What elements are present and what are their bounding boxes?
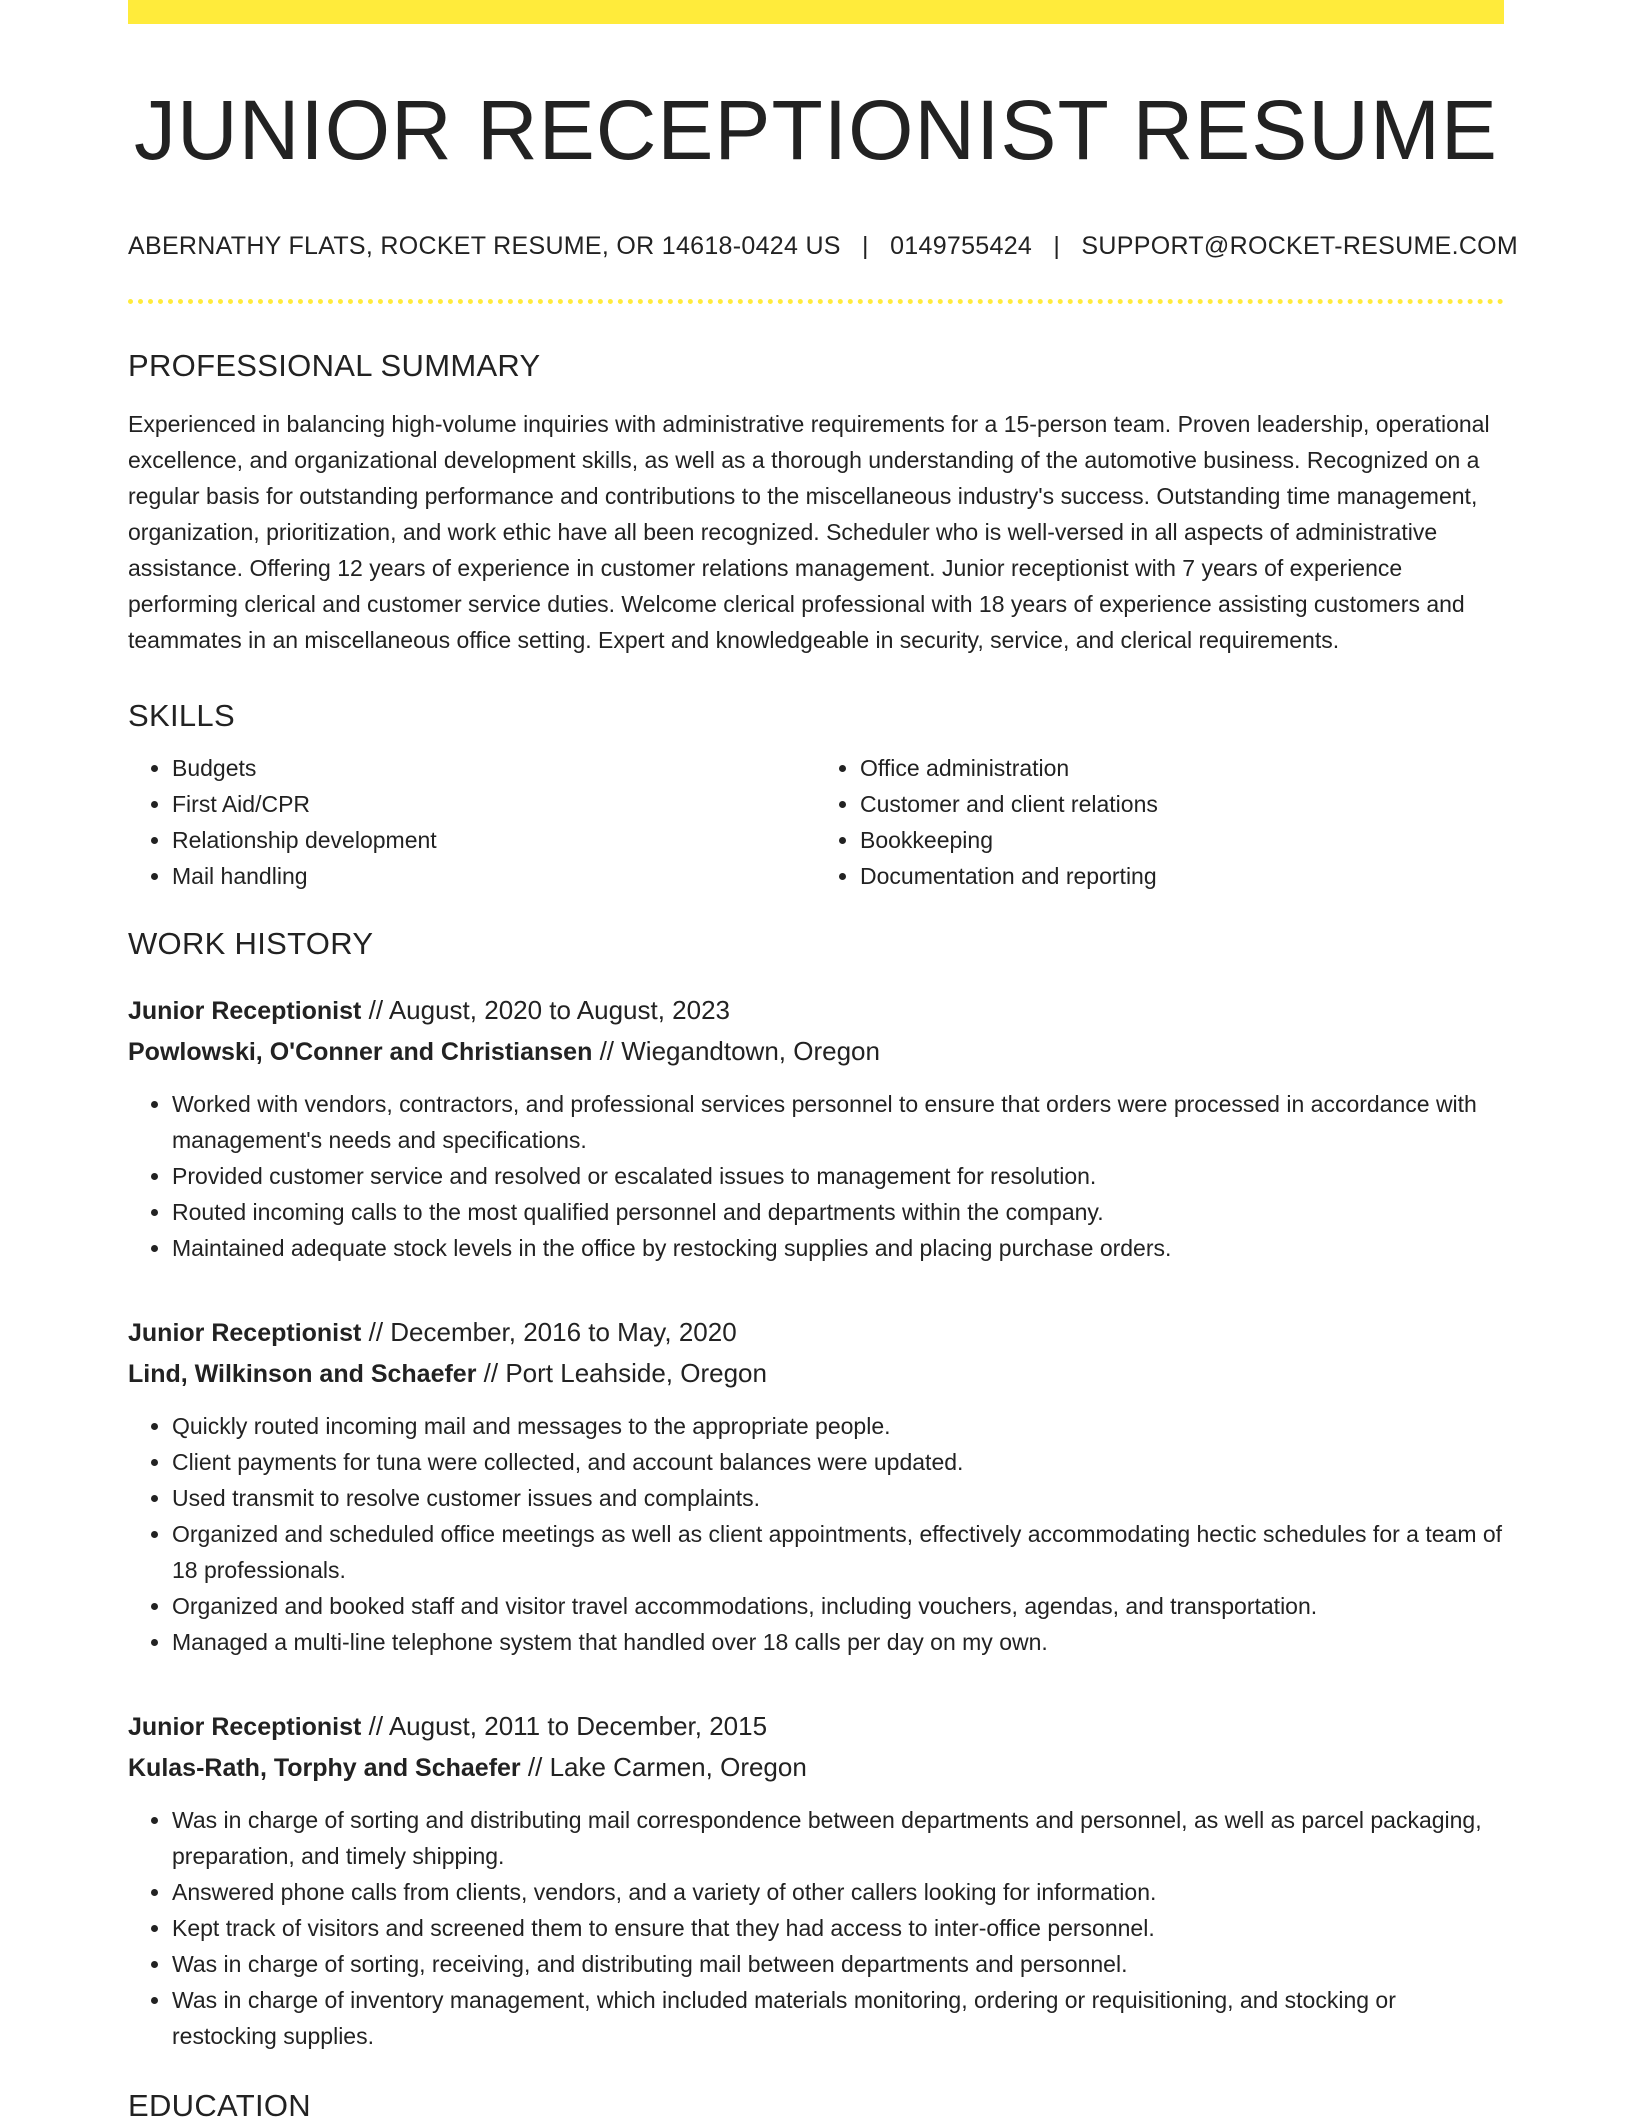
contact-separator: | — [862, 232, 869, 261]
job-bullet: • Answered phone calls from clients, vendors, and a variety of other callers looking for information. — [172, 1874, 1504, 1910]
job-bullet: • Was in charge of sorting, receiving, and distributing mail between departments and personnel. — [172, 1946, 1504, 1982]
job-bullet: • Used transmit to resolve customer issues and complaints. — [172, 1480, 1504, 1516]
job-bullet: • Managed a multi-line telephone system that handled over 18 calls per day on my own. — [172, 1624, 1504, 1660]
contact-line — [128, 232, 1519, 261]
job-dates: // December, 2016 to May, 2020 — [361, 1317, 737, 1348]
job-location: // Lake Carmen, Oregon — [520, 1752, 807, 1783]
summary-heading: PROFESSIONAL SUMMARY — [128, 348, 541, 384]
accent-bar — [128, 0, 1504, 24]
skill-item: • Customer and client relations — [860, 786, 1504, 822]
job-bullet: • Was in charge of sorting and distributing mail correspondence between departments and personnel, as well as parcel packaging, preparation, and timely shipping. — [172, 1802, 1504, 1874]
job-bullet: • Organized and scheduled office meetings as well as client appointments, effectively accommodating hectic schedules for a team of 18 professionals. — [172, 1516, 1504, 1588]
skill-item: • Office administration — [860, 750, 1504, 786]
job-entry — [128, 1706, 1504, 2054]
job-location: // Port Leahside, Oregon — [476, 1358, 767, 1389]
job-bullet: • Maintained adequate stock levels in the office by restocking supplies and placing purchase orders. — [172, 1230, 1504, 1266]
contact-address: ABERNATHY FLATS, ROCKET RESUME, OR 14618-0424 US — [128, 232, 841, 261]
job-company-line — [128, 1031, 1504, 1072]
job-company: Lind, Wilkinson and Schaefer — [128, 1360, 477, 1389]
job-bullets — [128, 1408, 1504, 1660]
skills-heading: SKILLS — [128, 698, 235, 734]
job-dates: // August, 2011 to December, 2015 — [361, 1711, 768, 1742]
skills-list — [128, 750, 1504, 894]
job-bullet: • Quickly routed incoming mail and messages to the appropriate people. — [172, 1408, 1504, 1444]
job-company: Kulas-Rath, Torphy and Schaefer — [128, 1754, 521, 1783]
job-bullet: • Client payments for tuna were collected, and account balances were updated. — [172, 1444, 1504, 1480]
job-location: // Wiegandtown, Oregon — [592, 1036, 880, 1067]
skill-item: • Documentation and reporting — [860, 858, 1504, 894]
skills-column-right — [816, 750, 1504, 894]
resume-title: JUNIOR RECEPTIONIST RESUME — [134, 83, 1498, 177]
contact-separator: | — [1053, 232, 1061, 261]
job-bullet: • Was in charge of inventory management, which included materials monitoring, ordering or requisitioning, and stocking or restocking supplies. — [172, 1982, 1504, 2054]
resume-page — [128, 0, 1519, 2124]
skill-item: • Budgets — [172, 750, 816, 786]
job-bullets — [128, 1086, 1504, 1266]
job-role: Junior Receptionist — [128, 1319, 362, 1348]
job-bullet: • Organized and booked staff and visitor travel accommodations, including vouchers, agendas, and transportation. — [172, 1588, 1504, 1624]
skill-item: • Relationship development — [172, 822, 816, 858]
job-dates: // August, 2020 to August, 2023 — [361, 995, 730, 1026]
education-heading: EDUCATION — [128, 2088, 311, 2124]
skill-item: • Mail handling — [172, 858, 816, 894]
contact-phone: 0149755424 — [890, 232, 1033, 261]
job-company-line — [128, 1353, 1504, 1394]
job-role: Junior Receptionist — [128, 1713, 362, 1742]
job-company-line — [128, 1747, 1504, 1788]
job-entry — [128, 1312, 1504, 1660]
work-history-heading: WORK HISTORY — [128, 926, 374, 962]
contact-email: SUPPORT@ROCKET-RESUME.COM — [1081, 232, 1519, 261]
job-title-line — [128, 990, 1504, 1031]
job-title-line — [128, 1706, 1504, 1747]
skill-item: • Bookkeeping — [860, 822, 1504, 858]
skills-column-left — [128, 750, 816, 894]
job-company: Powlowski, O'Conner and Christiansen — [128, 1038, 593, 1067]
job-title-line — [128, 1312, 1504, 1353]
job-role: Junior Receptionist — [128, 997, 362, 1026]
skill-item: • First Aid/CPR — [172, 786, 816, 822]
job-bullet: • Provided customer service and resolved or escalated issues to management for resolution. — [172, 1158, 1504, 1194]
job-bullet: • Kept track of visitors and screened them to ensure that they had access to inter-office personnel. — [172, 1910, 1504, 1946]
dotted-divider — [128, 299, 1504, 304]
job-entry — [128, 990, 1504, 1266]
job-bullets — [128, 1802, 1504, 2054]
job-bullet: • Worked with vendors, contractors, and professional services personnel to ensure that orders were processed in accordance with management's needs and specifications. — [172, 1086, 1504, 1158]
summary-text: Experienced in balancing high-volume inquiries with administrative requirements for a 15-person team. Proven leadership, operational excellence, and organizational development skills, as well as a thorough understanding of the automotive business. Recognized on a regular basis for outstanding performance and contributions to the miscellaneous industry's success. Outstanding time management, organization, prioritization, and work ethic have all been recognized. Scheduler who is well-versed in all aspects of administrative assistance. Offering 12 years of experience in customer relations management. Junior receptionist with 7 years of experience performing clerical and customer service duties. Welcome clerical professional with 18 years of experience assisting customers and teammates in an miscellaneous office setting. Expert and knowledgeable in security, service, and clerical requirements. — [128, 411, 1490, 654]
job-bullet: • Routed incoming calls to the most qualified personnel and departments within the company. — [172, 1194, 1504, 1230]
